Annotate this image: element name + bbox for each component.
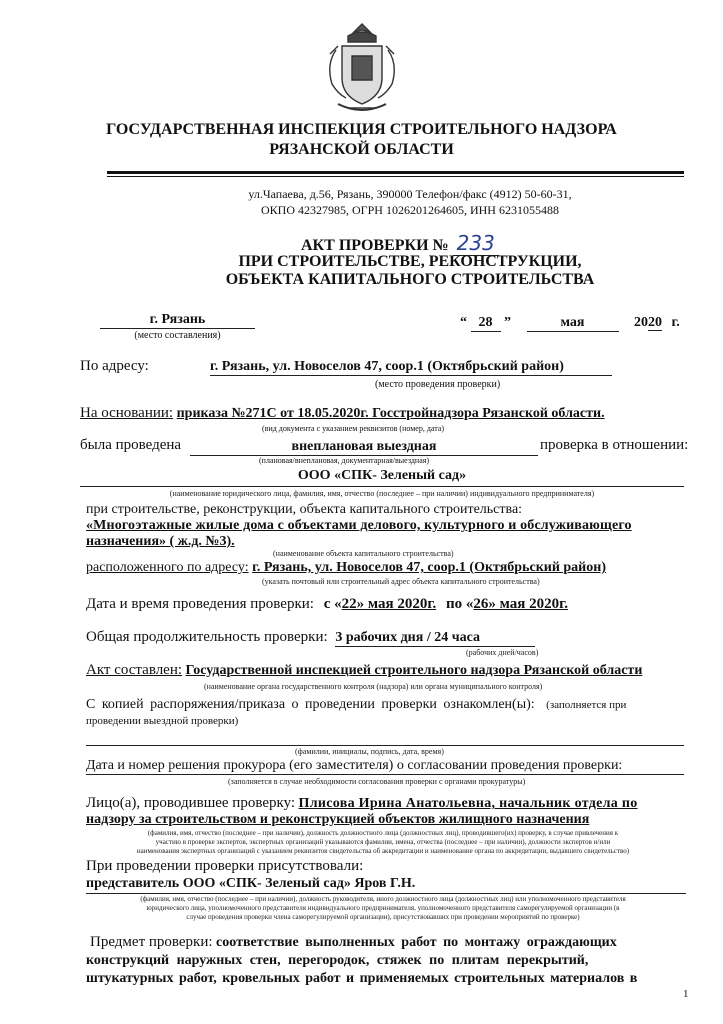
prosecutor-caption: (заполняется в случае необходимости согласования проверки с органами прокуратуры) xyxy=(228,777,526,786)
basis-row xyxy=(80,405,605,422)
copy-caption: (фамилии, инициалы, подпись, дата, время) xyxy=(295,747,444,756)
duration-row xyxy=(86,629,535,647)
copy-signature-line xyxy=(86,745,684,746)
date-year-unit: г. xyxy=(671,315,680,330)
date-month: мая xyxy=(527,315,619,332)
inspector-value-line2: надзору за строительством и реконструкцией объектов жилищного назначения xyxy=(86,812,590,827)
present-caption2: юридического лица, уполномоченного представителя индивидуального предпринимателя, уполномоченного представителя саморегулируемой организации (в xyxy=(146,904,620,912)
composed-row xyxy=(86,662,642,679)
conducted-value: внеплановая выездная xyxy=(190,439,538,456)
copy-row xyxy=(86,697,686,713)
subject-line2: конструкций наружных стен, перегородок, стяжек по плитам перекрытий, xyxy=(86,953,589,968)
inspector-row xyxy=(86,795,638,812)
inspector-caption1: (фамилия, имя, отчество (последнее – при наличии), должность должностного лица (должностных лиц), проводившего(их) проверку, в случае привлечения к xyxy=(147,829,619,837)
duration-label: Общая продолжительность проверки: xyxy=(86,629,328,645)
period-to-day: 26 xyxy=(473,596,489,612)
act-title-line3: ОБЪЕКТА КАПИТАЛЬНОГО СТРОИТЕЛЬСТВА xyxy=(225,271,595,288)
org-address: ул.Чапаева, д.56, Рязань, 390000 Телефон/факс (4912) 50-60-31, xyxy=(248,187,572,201)
copy-text: С копией распоряжения/приказа о проведении проверки ознакомлен(ы): xyxy=(86,697,535,712)
date-day: 28 xyxy=(471,315,501,332)
date-row xyxy=(460,315,680,332)
conducted-label: была проведена xyxy=(80,437,182,453)
period-from-day: 22 xyxy=(341,596,357,612)
present-value: представитель ООО «СПК- Зеленый сад» Яров Г.Н. xyxy=(86,876,416,891)
present-label: При проведении проверки присутствовали: xyxy=(86,858,364,874)
subject-line1: соответствие выполненных работ по монтажу ограждающих xyxy=(216,935,617,950)
duration-value: 3 рабочих дня / 24 часа xyxy=(335,630,535,647)
copy-line2: проведении выездной проверки) xyxy=(86,715,239,727)
period-to-prefix: по « xyxy=(445,596,474,612)
address-value: г. Рязань, ул. Новоселов 47, соор.1 (Октябрьский район) xyxy=(210,359,612,376)
subject-label: Предмет проверки: xyxy=(90,934,213,950)
object-value-line2: назначения» ( ж.д. №3). xyxy=(86,534,235,549)
entity-caption: (наименование юридического лица, фамилия, имя, отчество (последнее – при наличии) индивидуального предпринимателя) xyxy=(169,489,595,498)
entity-value: ООО «СПК- Зеленый сад» xyxy=(297,468,467,483)
located-row xyxy=(86,560,606,576)
composed-value: Государственной инспекцией строительного надзора Рязанской области xyxy=(185,663,643,678)
object-label: при строительстве, реконструкции, объекта капитального строительства: xyxy=(86,502,523,517)
header-divider-thick xyxy=(107,171,684,174)
prosecutor-text: Дата и номер решения прокурора (его заместителя) о согласовании проведения проверки: xyxy=(86,758,684,775)
conducted-suffix: проверка в отношении: xyxy=(540,437,689,453)
period-from-prefix: с « xyxy=(323,596,342,612)
date-open-quote: “ xyxy=(460,315,467,330)
inspector-label: Лицо(а), проводившее проверку: xyxy=(86,795,296,811)
subject-line3: штукатурных работ, кровельных работ и применяемых строительных материалов в xyxy=(86,971,638,986)
date-year-suffix: 20 xyxy=(648,315,662,330)
org-name-line1: ГОСУДАРСТВЕННАЯ ИНСПЕКЦИЯ СТРОИТЕЛЬНОГО НАДЗОРА xyxy=(106,121,617,138)
entity-line xyxy=(80,486,684,487)
located-value: г. Рязань, ул. Новоселов 47, соор.1 (Октябрьский район) xyxy=(252,560,606,575)
address-label: По адресу: xyxy=(80,358,149,374)
period-label: Дата и время проведения проверки: xyxy=(86,596,314,612)
object-caption: (наименование объекта капитального строительства) xyxy=(273,549,454,558)
present-line xyxy=(86,893,686,894)
basis-label: На основании: xyxy=(80,405,174,421)
period-to-rest: » мая 2020г. xyxy=(488,596,568,612)
act-title-prefix: АКТ ПРОВЕРКИ № xyxy=(301,237,449,254)
present-caption3: случае проведения проверки члена саморегулируемой организации), присутствовавших при проведении мероприятий по проверке) xyxy=(186,913,580,921)
inspector-value-line1: Плисова Ирина Анатольевна, начальник отдела по xyxy=(298,796,638,811)
address-caption: (место проведения проверки) xyxy=(375,379,501,390)
composed-label: Акт составлен: xyxy=(86,662,183,678)
located-caption: (указать почтовый или строительный адрес объекта капитального строительства) xyxy=(262,577,540,586)
act-title-line2: ПРИ СТРОИТЕЛЬСТВЕ, РЕКОНСТРУКЦИИ, xyxy=(238,253,582,270)
composed-caption: (наименование органа государственного контроля (надзора) или органа муниципального контроля) xyxy=(204,682,543,691)
place-caption: (место составления) xyxy=(134,330,221,341)
place-value: г. Рязань xyxy=(100,312,255,329)
page-number: 1 xyxy=(683,988,689,1000)
header-divider-thin xyxy=(107,176,684,177)
org-codes: ОКПО 42327985, ОГРН 1026201264605, ИНН 6231055488 xyxy=(261,203,559,217)
period-row xyxy=(86,596,568,613)
period-from-rest: » мая 2020г. xyxy=(356,596,437,612)
copy-note: (заполняется при xyxy=(546,699,627,711)
inspector-caption3: наименования экспертных организаций с указанием реквизитов свидетельства об аккредитации и наименование органа по аккредитации, выдавшего свидетельство) xyxy=(136,847,630,855)
present-caption1: (фамилия, имя, отчество (последнее – при наличии), должность руководителя, иного должностного лица (должностных лиц) или уполномоченного представителя xyxy=(140,895,626,903)
act-title-line1 xyxy=(301,231,499,255)
date-year-prefix: 20 xyxy=(634,315,648,330)
located-label: расположенного по адресу: xyxy=(86,560,249,575)
basis-caption: (вид документа с указанием реквизитов (номер, дата) xyxy=(262,424,445,433)
duration-caption: (рабочих дней/часов) xyxy=(466,648,539,657)
conducted-caption: (плановая/внеплановая, документарная/выездная) xyxy=(259,456,430,465)
act-number: 233 xyxy=(453,231,499,256)
coat-of-arms-emblem xyxy=(318,20,406,118)
org-name-line2: РЯЗАНСКОЙ ОБЛАСТИ xyxy=(269,141,454,158)
basis-value: приказа №271С от 18.05.2020г. Госстройнадзора Рязанской области. xyxy=(176,406,605,421)
subject-row xyxy=(90,934,617,951)
object-value-line1: «Многоэтажные жилые дома с объектами делового, культурного и обслуживающего xyxy=(86,518,632,533)
inspector-caption2: участию в проверке экспертов, экспертных организаций указываются фамилии, имена, отчества (последнее – при наличии), должности экспертов и/или xyxy=(155,838,611,846)
date-close-quote: ” xyxy=(504,315,511,330)
